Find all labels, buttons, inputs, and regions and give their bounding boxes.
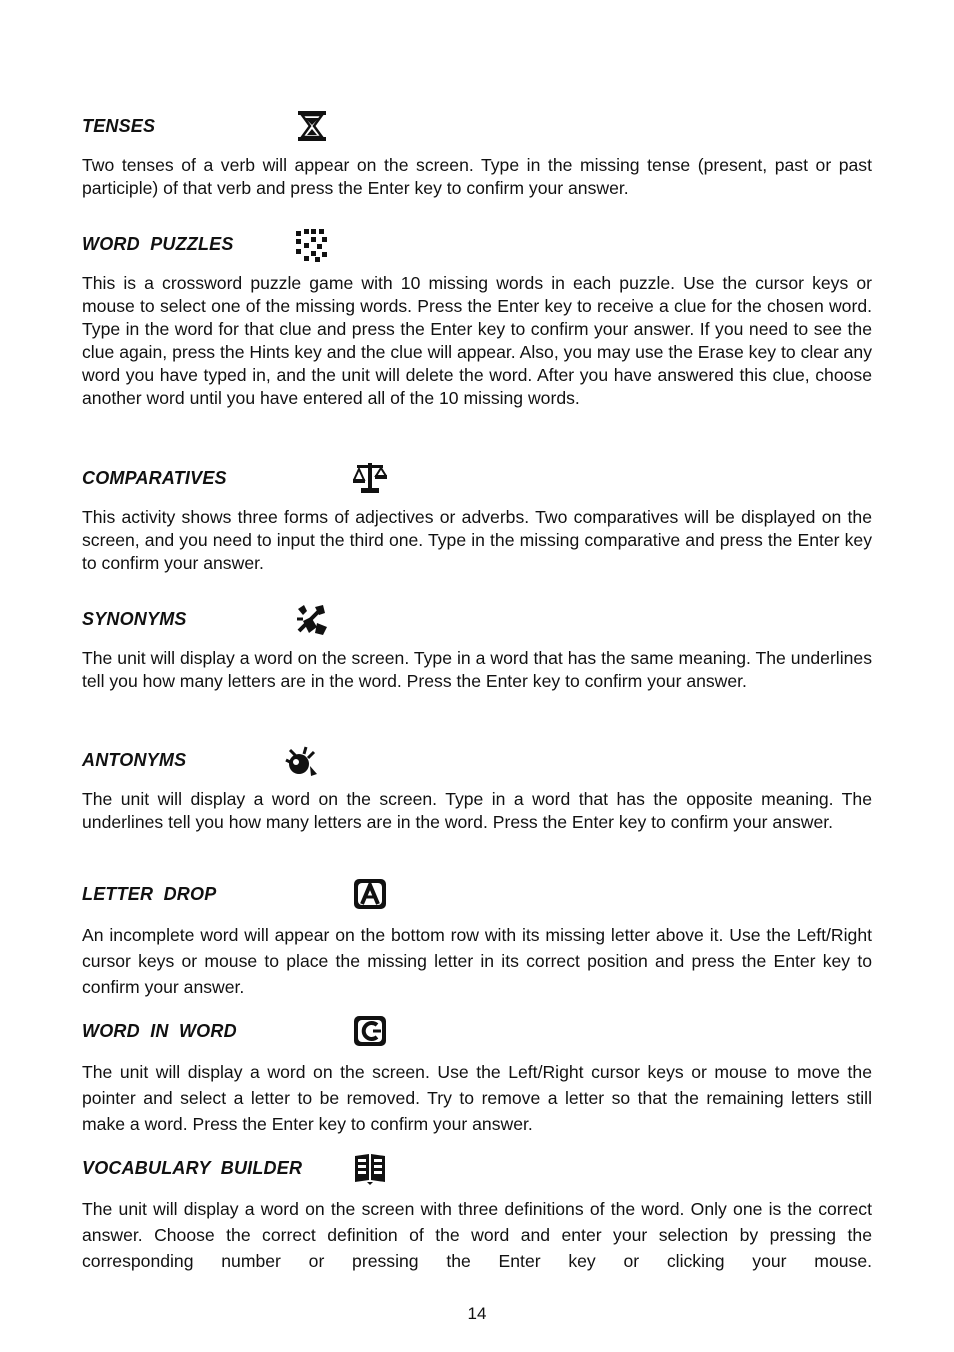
section-body: This is a crossword puzzle game with 10 missing words in each puzzle. Use the cursor keys or mouse to select one of the missing words. Press the Enter key to receive a clue for the chosen word. Type in the word for that clue and press the Enter key to confirm your answer. If you need to see the clue again, press the Hints key and the clue will appear. Also, you may use the Erase key to clear any word you have typed in, and the unit will delete the word. After you have answered this clue, choose another word until you have entered all of the 10 missing words.	[82, 273, 872, 408]
section-heading-row	[82, 462, 872, 496]
section-tenses	[82, 110, 872, 200]
section-heading-row	[82, 228, 872, 262]
section-title: SYNONYMS	[82, 609, 187, 629]
section-body: The unit will display a word on the screen. Type in a word that has the opposite meaning. The underlines tell you how many letters are in the word. Press the Enter key to confirm your answer.	[82, 789, 872, 832]
hourglass-icon	[296, 110, 328, 142]
section-title: VOCABULARY BUILDER	[82, 1158, 303, 1178]
section-body: Two tenses of a verb will appear on the screen. Type in the missing tense (present, past or past participle) of that verb and press the Enter key to confirm your answer.	[82, 155, 872, 198]
section-heading-row	[82, 110, 872, 144]
book-icon	[353, 1152, 387, 1186]
section-title: WORD IN WORD	[82, 1021, 237, 1041]
section-heading-row	[82, 1152, 872, 1186]
section-heading-row	[82, 744, 872, 778]
section-title: COMPARATIVES	[82, 468, 227, 488]
synonyms-icon	[295, 603, 329, 637]
section-heading-row	[82, 1015, 872, 1049]
section-heading-row	[82, 603, 872, 637]
section-body: An incomplete word will appear on the bottom row with its missing letter above it. Use the Left/Right cursor keys or mouse to place the missing letter in its correct position and press the Enter key to confirm your answer.	[82, 925, 872, 997]
section-body: The unit will display a word on the screen with three definitions of the word. Only one is the correct answer. Choose the correct definition of the word and enter your selection by pressing the corresponding number or pressing the Enter key or clicking your mouse.	[82, 1199, 872, 1271]
section-title: LETTER DROP	[82, 884, 217, 904]
section-title: TENSES	[82, 116, 156, 136]
section-body: This activity shows three forms of adjectives or adverbs. Two comparatives will be displayed on the screen, and you need to input the third one. Type in the missing comparative and press the Enter key to confirm your answer.	[82, 507, 872, 573]
section-synonyms	[82, 603, 872, 693]
page-number: 14	[467, 1304, 487, 1323]
section-letter-drop	[82, 878, 872, 1000]
section-title: ANTONYMS	[82, 750, 187, 770]
section-body: The unit will display a word on the screen. Type in a word that has the same meaning. The underlines tell you how many letters are in the word. Press the Enter key to confirm your answer.	[82, 648, 872, 691]
section-vocabulary-builder	[82, 1152, 872, 1274]
section-body: The unit will display a word on the screen. Use the Left/Right cursor keys or mouse to move the pointer and select a letter to be removed. Try to remove a letter so that the remaining letters still make a word. Press the Enter key to confirm your answer.	[82, 1062, 872, 1134]
letter-a-icon	[353, 878, 387, 910]
section-heading-row	[82, 878, 872, 912]
letter-c-icon	[353, 1015, 387, 1047]
crossword-icon	[295, 228, 329, 262]
section-word-puzzles	[82, 228, 872, 410]
scales-icon	[353, 462, 387, 494]
section-comparatives	[82, 462, 872, 575]
section-antonyms	[82, 744, 872, 834]
section-word-in-word	[82, 1015, 872, 1137]
section-title: WORD PUZZLES	[82, 234, 234, 254]
antonyms-icon	[284, 744, 318, 778]
